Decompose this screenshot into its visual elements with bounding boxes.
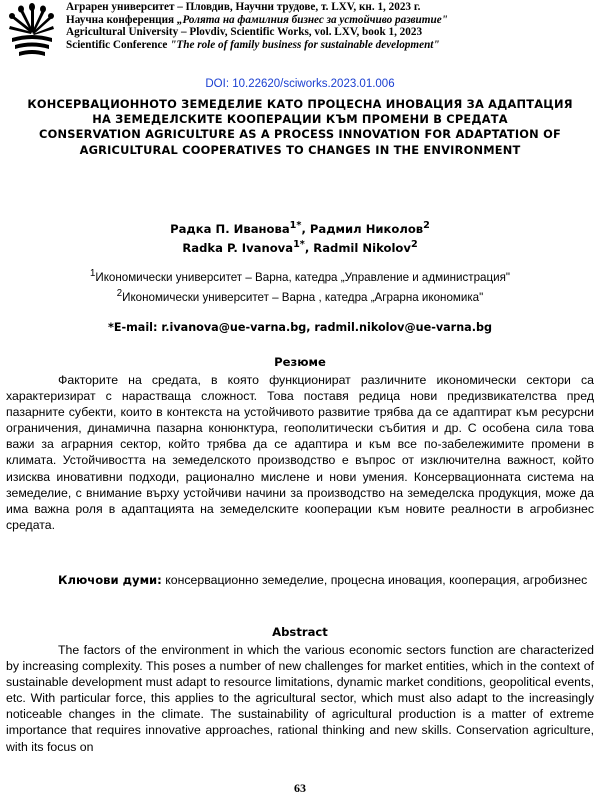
header-line-4 [66, 39, 596, 52]
header-line-4-conference: "The role of family business for sustainable development" [170, 38, 440, 51]
header-citation [66, 1, 596, 51]
abstract-text: The factors of the environment in which the various economic sectors function are characterized by increasing complexity. This poses a number of new challenges for market entities, which in the context of sustainable development must adapt to resource limitations, dynamic market conditions, geopolitical events, etc. With particular force, this applies to the agricultural sector, which must also adapt to the increasingly noticeable changes in the climate. The sustainability of agricultural production is a matter of extreme importance that requires innovative approaches, rational thinking and new skills. Conservation agriculture, with its focus on [6, 643, 594, 754]
abstract-heading: Abstract [272, 625, 328, 639]
affiliation-2 [0, 286, 600, 306]
header-line-2-prefix: Научна конференция [66, 13, 177, 26]
header-line-4-prefix: Scientific Conference [66, 38, 171, 51]
title-english: CONSERVATION AGRICULTURE AS A PROCESS INNOVATION FOR ADAPTATION OF AGRICULTURAL COOPERATIVES TO CHANGES IN THE ENVIRONMENT [39, 127, 561, 157]
page-number: 63 [294, 781, 306, 795]
affiliations [0, 266, 600, 306]
journal-header [0, 0, 600, 66]
title-bulgarian: КОНСЕРВАЦИОННОТО ЗЕМЕДЕЛИЕ КАТО ПРОЦЕСНА ИНОВАЦИЯ ЗА АДАПТАЦИЯ НА ЗЕМЕДЕЛСКИТЕ КООПЕРАЦИИ КЪМ ПРОМЕНИ В СРЕДАТА [27, 97, 573, 127]
author-1-bg: Радка П. Иванова [170, 221, 290, 236]
author-2-bg: , Радмил Николов [301, 221, 424, 236]
authors-bulgarian [0, 218, 600, 237]
authors [0, 218, 600, 256]
header-line-1: Аграрен университет – Пловдив, Научни трудове, т. LXV, кн. 1, 2023 г. [66, 1, 421, 13]
keywords-label: Ключови думи: [58, 573, 162, 587]
header-line-2-conference: „Ролята на фамилния бизнес за устойчиво развитие" [176, 13, 448, 26]
author-2-bg-sup: 2 [423, 220, 430, 231]
authors-english [0, 237, 600, 256]
doi-link[interactable]: DOI: 10.22620/sciworks.2023.01.006 [205, 78, 395, 90]
keywords [6, 572, 594, 588]
resume-text: Факторите на средата, в която функционират различните икономически сектори са характеризират с нарастваща сложност. Това поставя редица нови предизвикателства пред пазарните субекти, които в контекста на устойчивото развитие трябва да се адаптират към ресурсни ограничения, динамична пазарна конюнктура, геополитически събития и др. С особена сила това важи за аграрния сектор, който трябва да се адаптира и към все по-забележимите промени в климата. Устойчивостта на земеделското производство е въпрос от изключителна важност, който изисква иновативни подходи, рационално мислене и нови умения. Консервационната система на земеделие, с внимание върху устойчиви начини за производство на земеделска продукция, може да има важна роля в адаптацията на земеделските кооперации към новите реалности в агробизнес средата. [6, 373, 594, 532]
author-1-en-sup: 1* [293, 238, 305, 250]
contact-email[interactable]: *E-mail: r.ivanova@ue-varna.bg, radmil.nikolov@ue-varna.bg [107, 321, 492, 334]
author-2-en-sup: 2 [410, 238, 418, 250]
author-1-en: Radka P. Ivanova [182, 240, 294, 255]
author-1-bg-sup: 1* [289, 220, 302, 231]
university-logo-icon [6, 2, 56, 60]
affiliation-1 [0, 266, 600, 286]
paper-title [20, 97, 580, 158]
resume-heading: Резюме [274, 355, 326, 369]
affiliation-1-sup: 1 [89, 268, 96, 279]
affiliation-1-text: Икономически университет – Варна, катедра „Управление и администрация" [95, 270, 510, 284]
keywords-text: консервационно земеделие, процесна иновация, кооперация, агробизнес [161, 573, 588, 587]
affiliation-2-sup: 2 [116, 287, 123, 299]
header-line-3: Agricultural University – Plovdiv, Scientific Works, vol. LXV, book 1, 2023 [66, 26, 423, 39]
author-2-en: , Radmil Nikolov [304, 240, 411, 255]
affiliation-2-text: Икономически университет – Варна , катедра „Аграрна икономика" [122, 290, 484, 304]
header-line-2 [66, 14, 596, 27]
